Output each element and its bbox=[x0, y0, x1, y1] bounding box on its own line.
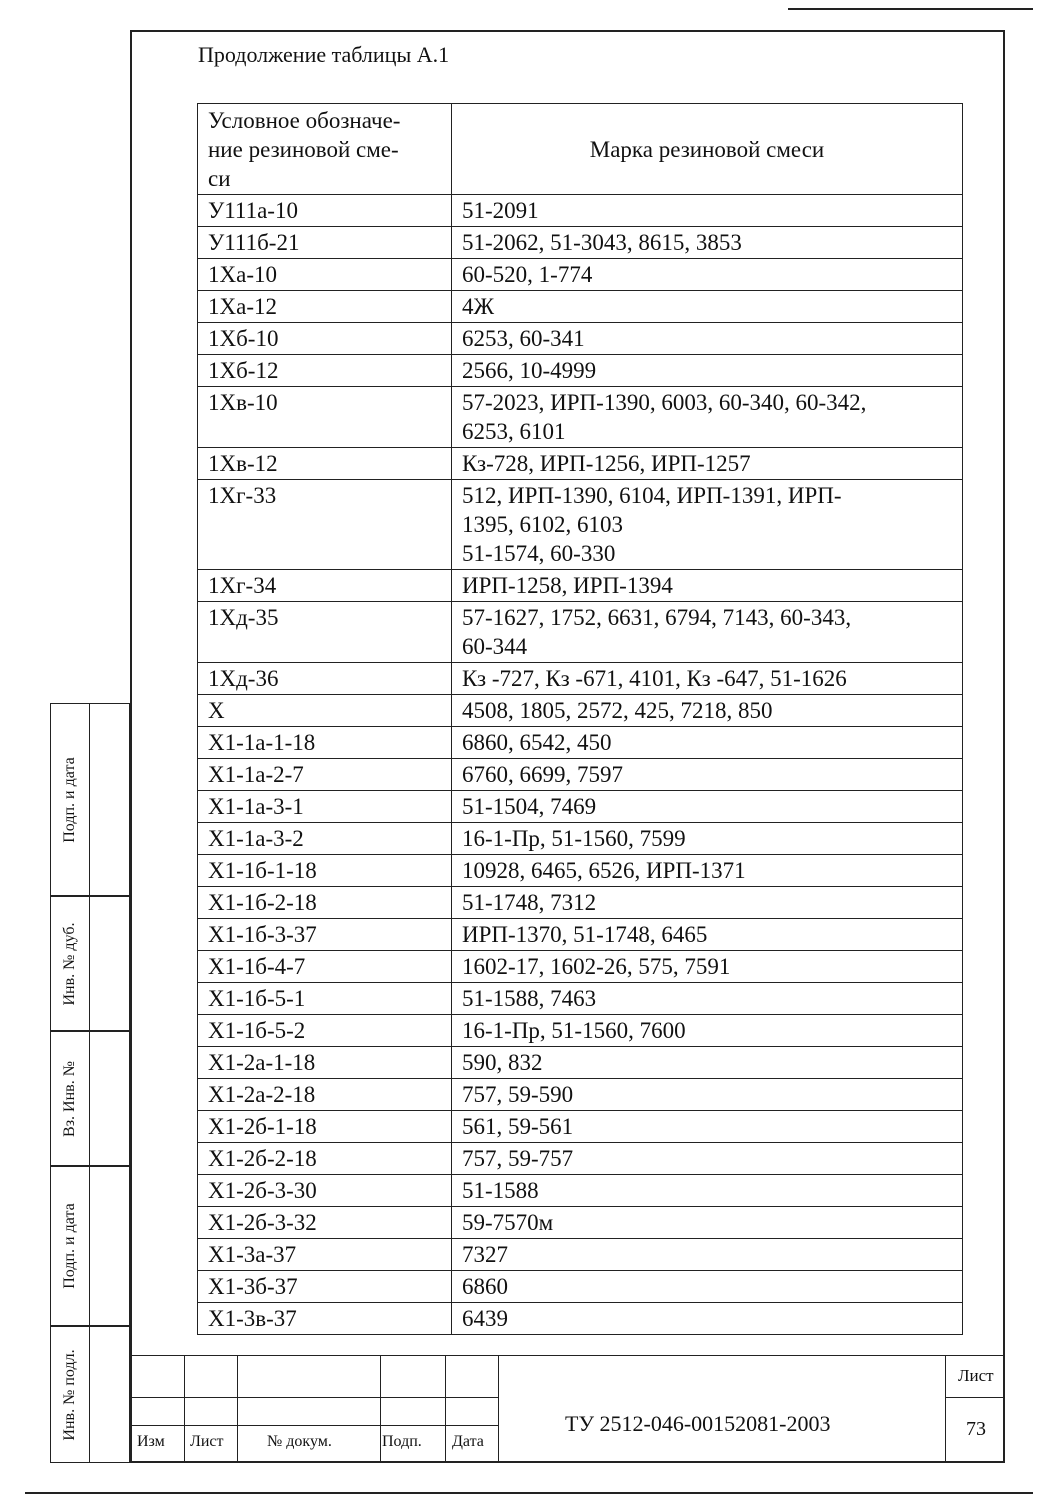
table-row bbox=[198, 663, 963, 695]
side-cell-blank-2 bbox=[90, 896, 130, 1031]
cell-grade: 757, 59-590 bbox=[452, 1079, 963, 1111]
cell-grade: 51-1504, 7469 bbox=[452, 791, 963, 823]
cell-grade: 512, ИРП-1390, 6104, ИРП-1391, ИРП- 1395, 6102, 6103 51-1574, 60-330 bbox=[452, 480, 963, 570]
cell-designation: 1Ха-12 bbox=[198, 291, 452, 323]
cell-designation: Х1-1б-2-18 bbox=[198, 887, 452, 919]
side-cell-blank-3 bbox=[90, 1031, 130, 1166]
table-row bbox=[198, 1175, 963, 1207]
title-block bbox=[130, 1355, 1005, 1463]
cell-designation: Х1-2а-1-18 bbox=[198, 1047, 452, 1079]
table-row bbox=[198, 759, 963, 791]
table-row bbox=[198, 1239, 963, 1271]
cell-designation: Х1-1а-2-7 bbox=[198, 759, 452, 791]
cell-designation: 1Хв-10 bbox=[198, 387, 452, 448]
table-row bbox=[198, 855, 963, 887]
side-cell-dup-inv: Инв. № дуб. bbox=[50, 896, 90, 1031]
cell-designation: Х1-2б-2-18 bbox=[198, 1143, 452, 1175]
table-row bbox=[198, 791, 963, 823]
cell-designation: 1Хг-33 bbox=[198, 480, 452, 570]
cell-designation: Х1-3б-37 bbox=[198, 1271, 452, 1303]
cell-designation: Х1-1б-1-18 bbox=[198, 855, 452, 887]
cell-designation: Х1-1а-3-2 bbox=[198, 823, 452, 855]
cell-designation: Х1-3а-37 bbox=[198, 1239, 452, 1271]
cell-grade: 6860 bbox=[452, 1271, 963, 1303]
cell-grade: 60-520, 1-774 bbox=[452, 259, 963, 291]
table-row bbox=[198, 983, 963, 1015]
cell-grade: 590, 832 bbox=[452, 1047, 963, 1079]
cell-designation: 1Хб-10 bbox=[198, 323, 452, 355]
cell-grade: 1602-17, 1602-26, 575, 7591 bbox=[452, 951, 963, 983]
cell-designation: 1Хг-34 bbox=[198, 570, 452, 602]
table-row bbox=[198, 323, 963, 355]
cell-designation: Х1-2б-3-30 bbox=[198, 1175, 452, 1207]
binding-strip bbox=[50, 703, 130, 1463]
table-row bbox=[198, 919, 963, 951]
table-row bbox=[198, 602, 963, 663]
cell-grade: Кз -727, Кз -671, 4101, Кз -647, 51-1626 bbox=[452, 663, 963, 695]
cell-designation: 1Хв-12 bbox=[198, 448, 452, 480]
top-rule bbox=[788, 8, 1033, 10]
cell-designation: Х1-2а-2-18 bbox=[198, 1079, 452, 1111]
cell-grade: 10928, 6465, 6526, ИРП-1371 bbox=[452, 855, 963, 887]
table-body bbox=[198, 195, 963, 1335]
tb-col-line-4 bbox=[445, 1355, 446, 1463]
cell-designation: Х1-2б-3-32 bbox=[198, 1207, 452, 1239]
table-row bbox=[198, 1303, 963, 1335]
table-row bbox=[198, 195, 963, 227]
document-id: ТУ 2512-046-00152081-2003 bbox=[565, 1411, 831, 1436]
cell-grade: 59-7570м bbox=[452, 1207, 963, 1239]
tb-col-line-2 bbox=[237, 1355, 238, 1463]
table-row bbox=[198, 951, 963, 983]
cell-grade: 57-1627, 1752, 6631, 6794, 7143, 60-343, 60-344 bbox=[452, 602, 963, 663]
cell-designation: Х1-1а-1-18 bbox=[198, 727, 452, 759]
table-row bbox=[198, 823, 963, 855]
cell-designation: Х1-2б-1-18 bbox=[198, 1111, 452, 1143]
tb-label-izm: Изм bbox=[137, 1433, 165, 1450]
cell-grade: 4508, 1805, 2572, 425, 7218, 850 bbox=[452, 695, 963, 727]
table-row bbox=[198, 1271, 963, 1303]
table-row bbox=[198, 887, 963, 919]
cell-grade: 6439 bbox=[452, 1303, 963, 1335]
cell-grade: 16-1-Пр, 51-1560, 7599 bbox=[452, 823, 963, 855]
cell-grade: 6860, 6542, 450 bbox=[452, 727, 963, 759]
cell-grade: 16-1-Пр, 51-1560, 7600 bbox=[452, 1015, 963, 1047]
cell-designation: 1Хб-12 bbox=[198, 355, 452, 387]
cell-grade: 51-2091 bbox=[452, 195, 963, 227]
cell-designation: 1Хд-35 bbox=[198, 602, 452, 663]
table-row bbox=[198, 727, 963, 759]
cell-designation: У111а-10 bbox=[198, 195, 452, 227]
rubber-compounds-table bbox=[197, 103, 963, 1335]
cell-designation: 1Ха-10 bbox=[198, 259, 452, 291]
table-header-row bbox=[198, 104, 963, 195]
table-row bbox=[198, 570, 963, 602]
cell-designation: У111б-21 bbox=[198, 227, 452, 259]
table-row bbox=[198, 1111, 963, 1143]
bottom-rule bbox=[25, 1492, 1033, 1494]
cell-grade: 561, 59-561 bbox=[452, 1111, 963, 1143]
side-cell-orig-inv: Инв. № подл. bbox=[50, 1326, 90, 1463]
cell-grade: 51-2062, 51-3043, 8615, 3853 bbox=[452, 227, 963, 259]
table-row bbox=[198, 1207, 963, 1239]
table-row bbox=[198, 448, 963, 480]
side-cell-blank-1 bbox=[90, 703, 130, 896]
tb-label-doc-no: № докум. bbox=[267, 1433, 332, 1450]
table-row bbox=[198, 259, 963, 291]
cell-grade: 6253, 60-341 bbox=[452, 323, 963, 355]
table-row bbox=[198, 355, 963, 387]
side-cell-blank-5 bbox=[90, 1326, 130, 1463]
side-cell-replace-inv: Вз. Инв. № bbox=[50, 1031, 90, 1166]
cell-designation: Х1-1б-5-1 bbox=[198, 983, 452, 1015]
table-row bbox=[198, 1143, 963, 1175]
cell-grade: 757, 59-757 bbox=[452, 1143, 963, 1175]
cell-designation: Х1-1а-3-1 bbox=[198, 791, 452, 823]
tb-row-line-1 bbox=[130, 1397, 498, 1398]
table-row bbox=[198, 695, 963, 727]
table-caption: Продолжение таблицы А.1 bbox=[198, 42, 450, 67]
cell-grade: 7327 bbox=[452, 1239, 963, 1271]
tb-label-date: Дата bbox=[452, 1433, 484, 1450]
table-row bbox=[198, 227, 963, 259]
tb-col-line-1 bbox=[184, 1355, 185, 1463]
tb-col-line-5 bbox=[498, 1355, 499, 1463]
tb-label-sign: Подп. bbox=[382, 1433, 422, 1450]
tb-top-line bbox=[130, 1355, 1005, 1356]
cell-grade: 51-1588, 7463 bbox=[452, 983, 963, 1015]
table-row bbox=[198, 387, 963, 448]
cell-grade: 51-1588 bbox=[452, 1175, 963, 1207]
header-grade: Марка резиновой смеси bbox=[452, 104, 963, 195]
side-cell-sign-date-2: Подп. и дата bbox=[50, 1166, 90, 1326]
cell-grade: 2566, 10-4999 bbox=[452, 355, 963, 387]
cell-designation: 1Хд-36 bbox=[198, 663, 452, 695]
side-cell-blank-4 bbox=[90, 1166, 130, 1326]
cell-grade: ИРП-1258, ИРП-1394 bbox=[452, 570, 963, 602]
table-row bbox=[198, 1079, 963, 1111]
cell-designation: Х1-1б-3-37 bbox=[198, 919, 452, 951]
cell-designation: Х1-1б-4-7 bbox=[198, 951, 452, 983]
cell-grade: 4Ж bbox=[452, 291, 963, 323]
tb-sheet-line bbox=[945, 1397, 1005, 1398]
tb-col-line-6 bbox=[945, 1355, 946, 1463]
cell-designation: Х bbox=[198, 695, 452, 727]
table-row bbox=[198, 1015, 963, 1047]
cell-grade: 57-2023, ИРП-1390, 6003, 60-340, 60-342, 6253, 6101 bbox=[452, 387, 963, 448]
table-row bbox=[198, 291, 963, 323]
cell-grade: Кз-728, ИРП-1256, ИРП-1257 bbox=[452, 448, 963, 480]
cell-grade: ИРП-1370, 51-1748, 6465 bbox=[452, 919, 963, 951]
table-row bbox=[198, 1047, 963, 1079]
tb-col-line-3 bbox=[380, 1355, 381, 1463]
header-designation: Условное обозначе- ние резиновой сме- си bbox=[198, 104, 452, 195]
tb-label-list: Лист bbox=[190, 1433, 224, 1450]
cell-designation: Х1-1б-5-2 bbox=[198, 1015, 452, 1047]
cell-grade: 51-1748, 7312 bbox=[452, 887, 963, 919]
sheet-number: 73 bbox=[966, 1418, 986, 1440]
cell-designation: Х1-3в-37 bbox=[198, 1303, 452, 1335]
sheet-label: Лист bbox=[958, 1366, 994, 1385]
side-cell-sign-date-1: Подп. и дата bbox=[50, 703, 90, 896]
tb-row-line-2 bbox=[130, 1425, 498, 1426]
table-row bbox=[198, 480, 963, 570]
cell-grade: 6760, 6699, 7597 bbox=[452, 759, 963, 791]
